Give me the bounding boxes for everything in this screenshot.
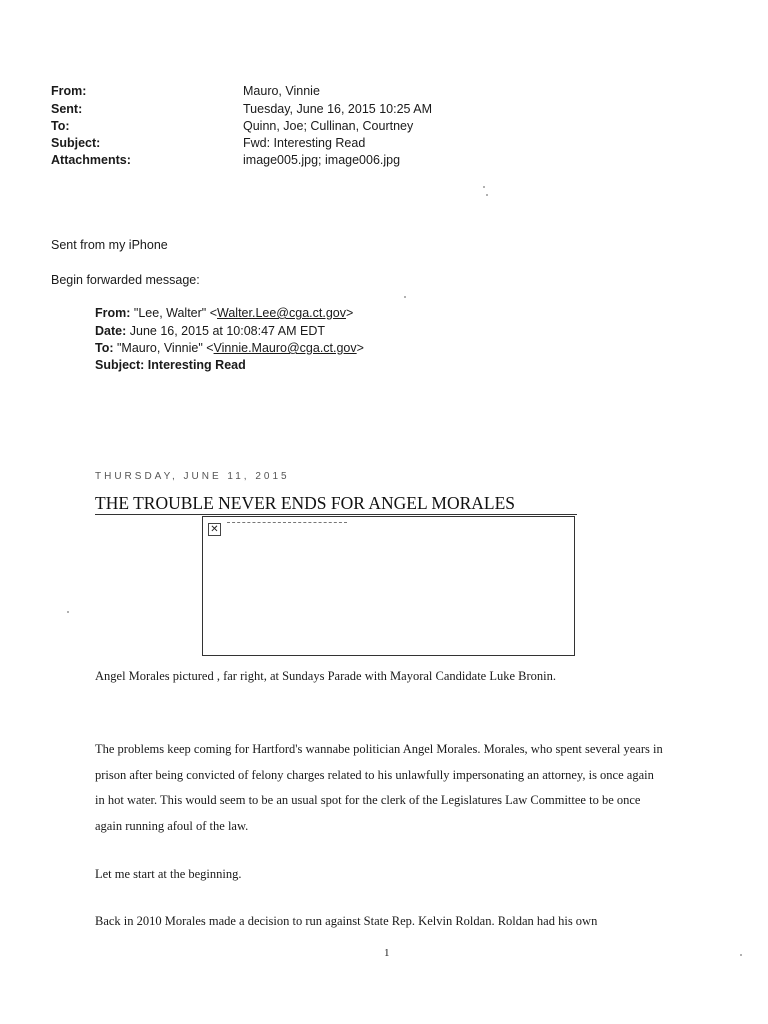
from-label: From: <box>51 84 87 98</box>
sent-value: Tuesday, June 16, 2015 10:25 AM <box>243 102 433 116</box>
fwd-from-line <box>95 306 353 320</box>
article-dateline: THURSDAY, JUNE 11, 2015 <box>95 471 290 482</box>
fwd-from-email-link[interactable]: Walter.Lee@cga.ct.gov <box>217 306 346 320</box>
article-paragraph-1: The problems keep coming for Hartford's wannabe politician Angel Morales. Morales, who spent several years in prison after being convicted of felony charges related to his unlawfully impersonating an attorney, is once again in hot water. This would seem to be an usual spot for the clerk of the Legislatures Law Committee to be once again running afoul of the law. <box>95 742 663 833</box>
fwd-from-close: > <box>345 306 354 320</box>
fwd-to-email-link[interactable]: Vinnie.Mauro@cga.ct.gov <box>213 341 357 355</box>
attachments-label: Attachments: <box>51 153 131 167</box>
scan-speck <box>486 194 488 196</box>
fwd-from-name: "Lee, Walter" < <box>133 306 218 320</box>
sent-from-line: Sent from my iPhone <box>51 238 168 252</box>
article-paragraph-2: Let me start at the beginning. <box>95 867 242 881</box>
broken-image-icon: ✕ <box>208 523 221 536</box>
image-caption: Angel Morales pictured , far right, at Sundays Parade with Mayoral Candidate Luke Bronin. <box>95 669 556 683</box>
scan-speck <box>67 611 69 613</box>
fwd-date-label: Date: <box>95 324 127 338</box>
fwd-to-name: "Mauro, Vinnie" < <box>117 341 214 355</box>
scan-speck <box>404 296 406 298</box>
article-paragraph-3: Back in 2010 Morales made a decision to run against State Rep. Kelvin Roldan. Roldan had his own <box>95 914 598 928</box>
article-image-placeholder <box>202 516 575 656</box>
subject-label: Subject: <box>51 136 101 150</box>
fwd-subject-line <box>95 358 246 372</box>
fwd-date-value: June 16, 2015 at 10:08:47 AM EDT <box>129 324 326 338</box>
to-label: To: <box>51 119 70 133</box>
fwd-to-label: To: <box>95 341 114 355</box>
article-headline: THE TROUBLE NEVER ENDS FOR ANGEL MORALES <box>95 493 516 513</box>
begin-forwarded-line: Begin forwarded message: <box>51 273 200 287</box>
subject-value: Fwd: Interesting Read <box>243 136 366 150</box>
from-value: Mauro, Vinnie <box>243 84 320 98</box>
attachments-value: image005.jpg; image006.jpg <box>243 153 401 167</box>
fwd-to-close: > <box>356 341 364 355</box>
fwd-date-line <box>95 324 325 338</box>
fwd-subject-label: Subject: <box>95 358 145 372</box>
headline-divider <box>95 514 577 515</box>
fwd-subject-value: Interesting Read <box>147 358 246 372</box>
image-alt-dashes <box>227 522 347 523</box>
page-number: 1 <box>384 947 390 959</box>
fwd-from-label: From: <box>95 306 131 320</box>
scan-speck <box>740 954 742 956</box>
sent-label: Sent: <box>51 102 83 116</box>
fwd-to-line <box>95 341 364 355</box>
to-value: Quinn, Joe; Cullinan, Courtney <box>243 119 414 133</box>
scan-speck <box>483 186 485 188</box>
